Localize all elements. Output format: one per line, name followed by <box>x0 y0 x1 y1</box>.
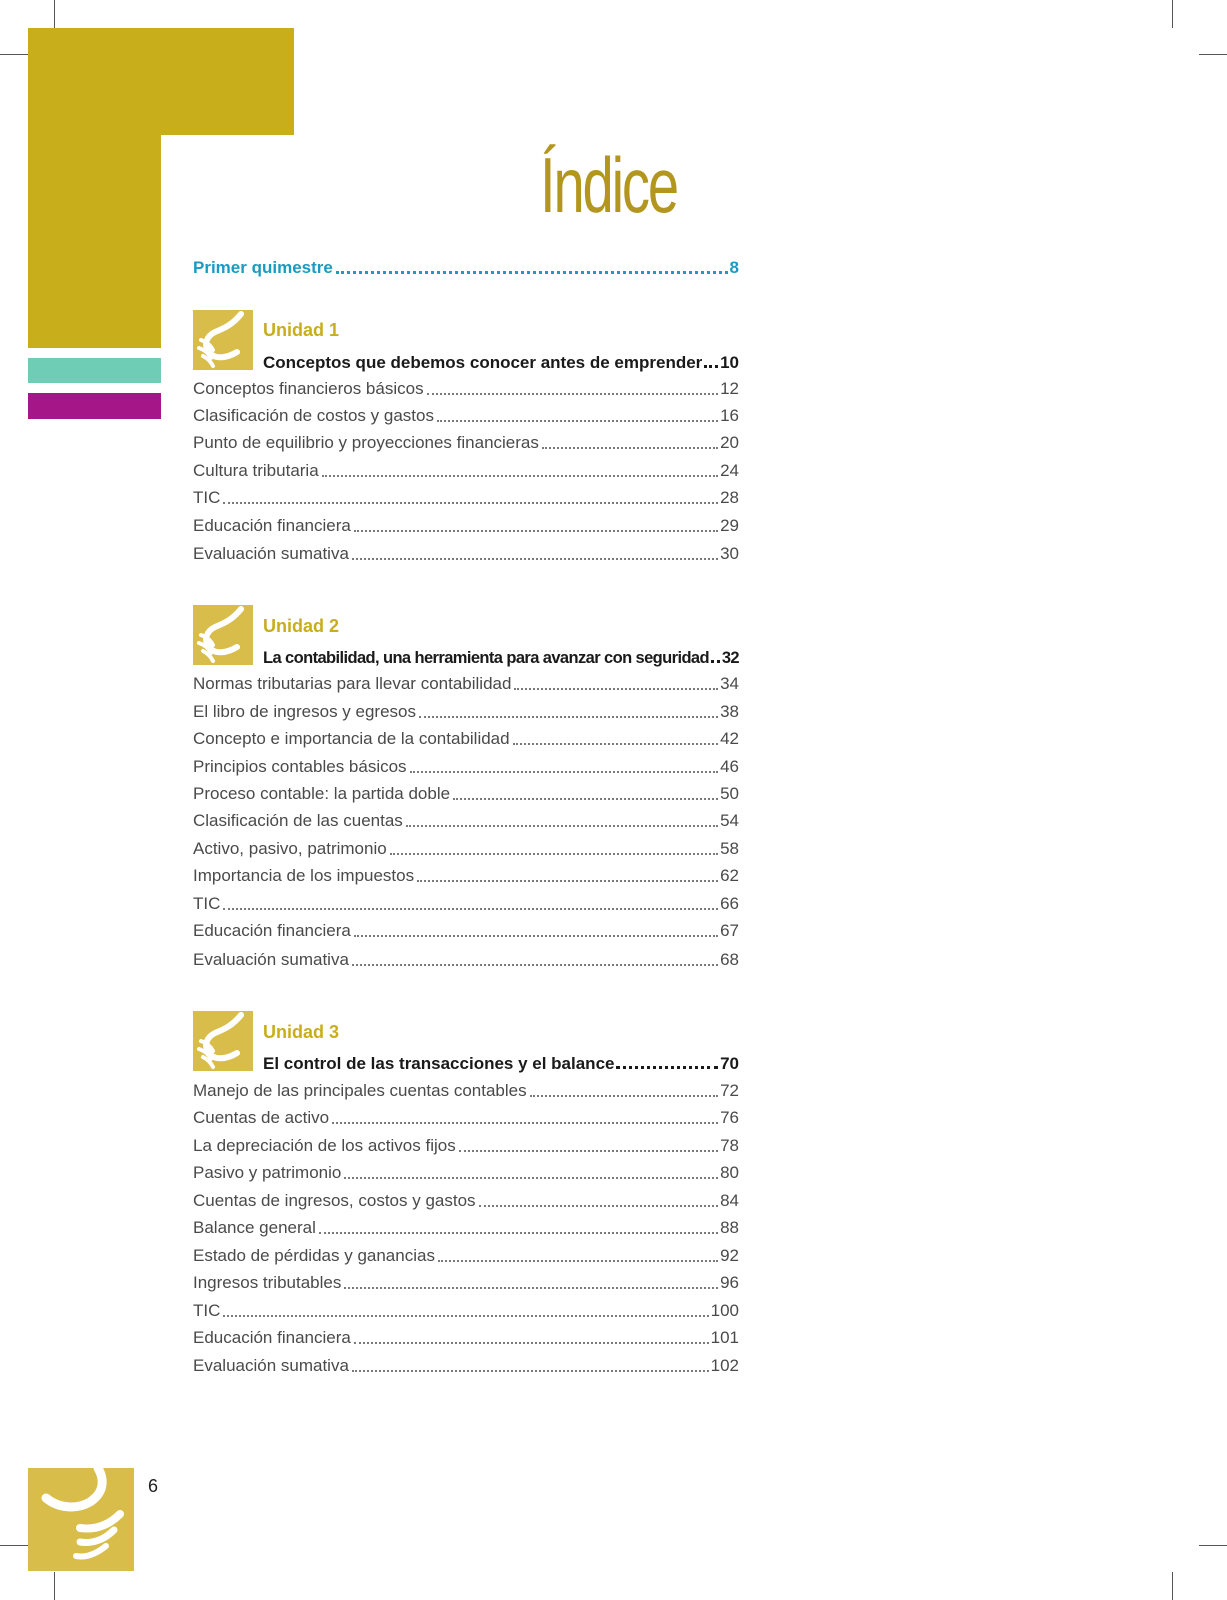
toc-entry-label: Conceptos financieros básicos <box>193 379 424 398</box>
toc-quimestre[interactable] <box>193 253 739 279</box>
toc-entry-label: Importancia de los impuestos <box>193 866 415 885</box>
toc-entry-label: Evaluación sumativa <box>193 1356 349 1375</box>
dot-leader <box>352 558 718 560</box>
toc-entry[interactable] <box>193 483 739 509</box>
toc-entry[interactable] <box>193 511 739 537</box>
unit-subtitle[interactable] <box>263 642 739 668</box>
toc-entry[interactable] <box>193 724 739 750</box>
dot-leader <box>223 908 718 910</box>
toc-entry[interactable] <box>193 1323 739 1349</box>
toc-entry[interactable] <box>193 1213 739 1239</box>
toc-entry[interactable] <box>193 1131 739 1157</box>
dot-leader <box>417 880 718 882</box>
toc-entry-label: Clasificación de las cuentas <box>193 811 403 830</box>
dot-leader <box>453 798 718 800</box>
unit-subtitle-page: 32 <box>721 649 739 667</box>
toc-entry-page: 67 <box>720 921 739 940</box>
unit-subtitle-label: El control de las transacciones y el balance <box>263 1054 615 1073</box>
toc-entry-label: Cuentas de activo <box>193 1108 330 1127</box>
decorative-teal-bar <box>28 358 161 383</box>
dot-leader <box>437 420 718 422</box>
toc-entry-page: 62 <box>720 866 739 885</box>
toc-entry-page: 102 <box>710 1356 739 1375</box>
toc-entry-label: Estado de pérdidas y ganancias <box>193 1246 435 1265</box>
toc-entry-label: Clasificación de costos y gastos <box>193 406 434 425</box>
dot-leader <box>352 1370 709 1372</box>
toc-entry-page: 92 <box>720 1246 739 1265</box>
toc-entry-label: Educación financiera <box>193 921 351 940</box>
dot-leader <box>711 660 720 663</box>
unit-subtitle-label: Conceptos que debemos conocer antes de emprender <box>263 353 703 372</box>
toc-entry[interactable] <box>193 916 739 942</box>
toc-entry[interactable] <box>193 1186 739 1212</box>
toc-entry[interactable] <box>193 539 739 565</box>
toc-entry-page: 34 <box>720 674 739 693</box>
toc-entry[interactable] <box>193 861 739 887</box>
unit-heading: Unidad 1 <box>263 320 340 340</box>
toc-entry[interactable] <box>193 1268 739 1294</box>
toc-quimestre-page: 8 <box>729 258 739 277</box>
toc-entry-label: Evaluación sumativa <box>193 544 349 563</box>
dot-leader <box>514 688 718 690</box>
toc-entry-label: Pasivo y patrimonio <box>193 1163 342 1182</box>
dot-leader <box>616 1066 718 1069</box>
dot-leader <box>427 393 719 395</box>
toc-entry[interactable] <box>193 669 739 695</box>
dot-leader <box>542 447 718 449</box>
decorative-magenta-bar <box>28 393 161 419</box>
toc-entry-page: 66 <box>720 894 739 913</box>
toc-entry-page: 50 <box>720 784 739 803</box>
toc-entry[interactable] <box>193 428 739 454</box>
crop-mark <box>0 54 28 55</box>
toc-entry[interactable] <box>193 834 739 860</box>
toc-entry-label: TIC <box>193 488 221 507</box>
crop-mark <box>54 1572 55 1600</box>
unit-subtitle[interactable] <box>263 347 739 373</box>
unit-subtitle[interactable] <box>263 1048 739 1074</box>
dot-leader <box>410 771 719 773</box>
toc-entry-page: 28 <box>720 488 739 507</box>
toc-entry-page: 88 <box>720 1218 739 1237</box>
dot-leader <box>336 271 728 274</box>
dot-leader <box>704 365 718 368</box>
toc-entry-label: Cuentas de ingresos, costos y gastos <box>193 1191 476 1210</box>
toc-entry-label: Proceso contable: la partida doble <box>193 784 451 803</box>
toc-entry[interactable] <box>193 1103 739 1129</box>
toc-entry-label: Activo, pasivo, patrimonio <box>193 839 387 858</box>
toc-entry-label: Educación financiera <box>193 1328 351 1347</box>
toc-entry-label: La depreciación de los activos fijos <box>193 1136 456 1155</box>
toc-entry[interactable] <box>193 806 739 832</box>
dot-leader <box>322 475 718 477</box>
unit-subtitle-page: 10 <box>720 353 739 372</box>
toc-entry-label: Normas tributarias para llevar contabilidad <box>193 674 512 693</box>
toc-entry-page: 20 <box>720 433 739 452</box>
toc-entry-page: 96 <box>720 1273 739 1292</box>
crop-mark <box>1199 54 1227 55</box>
hand-icon <box>193 1011 253 1071</box>
toc-entry-page: 78 <box>720 1136 739 1155</box>
hand-icon <box>193 310 253 370</box>
dot-leader <box>390 853 718 855</box>
page-number: 6 <box>148 1476 159 1496</box>
toc-entry-page: 16 <box>720 406 739 425</box>
toc-entry[interactable] <box>193 945 739 971</box>
unit-subtitle-label: La contabilidad, una herramienta para avanzar con seguridad <box>263 649 709 667</box>
toc-entry-page: 101 <box>710 1328 739 1347</box>
toc-entry[interactable] <box>193 374 739 400</box>
dot-leader <box>479 1205 719 1207</box>
toc-entry-label: El libro de ingresos y egresos <box>193 702 417 721</box>
toc-entry[interactable] <box>193 697 739 723</box>
toc-entry[interactable] <box>193 456 739 482</box>
toc-entry-page: 29 <box>720 516 739 535</box>
toc-entry[interactable] <box>193 889 739 915</box>
toc-entry-label: Educación financiera <box>193 516 351 535</box>
toc-entry-label: Punto de equilibrio y proyecciones financieras <box>193 433 539 452</box>
hand-icon <box>193 605 253 665</box>
toc-entry[interactable] <box>193 1241 739 1267</box>
toc-entry[interactable] <box>193 752 739 778</box>
crop-mark <box>1199 1545 1227 1546</box>
toc-quimestre-label: Primer quimestre <box>193 258 333 277</box>
dot-leader <box>354 530 718 532</box>
toc-entry-label: Principios contables básicos <box>193 757 407 776</box>
toc-entry-page: 12 <box>720 379 739 398</box>
toc-entry-page: 100 <box>710 1301 739 1320</box>
toc-entry[interactable] <box>193 1351 739 1377</box>
toc-entry-page: 76 <box>720 1108 739 1127</box>
toc-entry-label: Ingresos tributables <box>193 1273 342 1292</box>
unit-subtitle-page: 70 <box>720 1054 739 1073</box>
dot-leader <box>223 1315 708 1317</box>
toc-entry-label: TIC <box>193 1301 221 1320</box>
toc-entry[interactable] <box>193 1296 739 1322</box>
crop-mark <box>54 0 55 28</box>
unit-heading: Unidad 2 <box>263 616 340 636</box>
toc-entry-page: 80 <box>720 1163 739 1182</box>
dot-leader <box>513 743 718 745</box>
hand-icon <box>28 1468 134 1571</box>
toc-entry-page: 30 <box>720 544 739 563</box>
unit-heading: Unidad 3 <box>263 1022 340 1042</box>
dot-leader <box>344 1177 718 1179</box>
toc-entry-page: 84 <box>720 1191 739 1210</box>
toc-entry[interactable] <box>193 401 739 427</box>
page-title: Índice <box>540 141 677 229</box>
toc-entry-page: 68 <box>720 950 739 969</box>
toc-entry-label: Evaluación sumativa <box>193 950 349 969</box>
toc-entry-page: 72 <box>720 1081 739 1100</box>
toc-entry-page: 38 <box>720 702 739 721</box>
dot-leader <box>332 1122 718 1124</box>
toc-entry-page: 42 <box>720 729 739 748</box>
crop-mark <box>1172 1572 1173 1600</box>
dot-leader <box>352 964 718 966</box>
dot-leader <box>530 1095 718 1097</box>
dot-leader <box>354 1342 709 1344</box>
toc-entry-page: 58 <box>720 839 739 858</box>
toc-entry-label: TIC <box>193 894 221 913</box>
toc-entry-page: 54 <box>720 811 739 830</box>
dot-leader <box>406 825 718 827</box>
toc-entry-page: 46 <box>720 757 739 776</box>
toc-entry-label: Concepto e importancia de la contabilidad <box>193 729 510 748</box>
crop-mark <box>1172 0 1173 28</box>
crop-mark <box>0 1545 28 1546</box>
toc-entry-page: 24 <box>720 461 739 480</box>
toc-entry[interactable] <box>193 1158 739 1184</box>
dot-leader <box>438 1260 718 1262</box>
dot-leader <box>419 716 718 718</box>
dot-leader <box>354 935 718 937</box>
toc-entry-label: Cultura tributaria <box>193 461 319 480</box>
toc-entry[interactable] <box>193 779 739 805</box>
dot-leader <box>459 1150 718 1152</box>
dot-leader <box>223 502 718 504</box>
toc-entry-label: Manejo de las principales cuentas contables <box>193 1081 527 1100</box>
dot-leader <box>344 1287 718 1289</box>
toc-entry-label: Balance general <box>193 1218 316 1237</box>
dot-leader <box>319 1232 718 1234</box>
decorative-gold-block <box>28 28 161 348</box>
toc-entry[interactable] <box>193 1076 739 1102</box>
